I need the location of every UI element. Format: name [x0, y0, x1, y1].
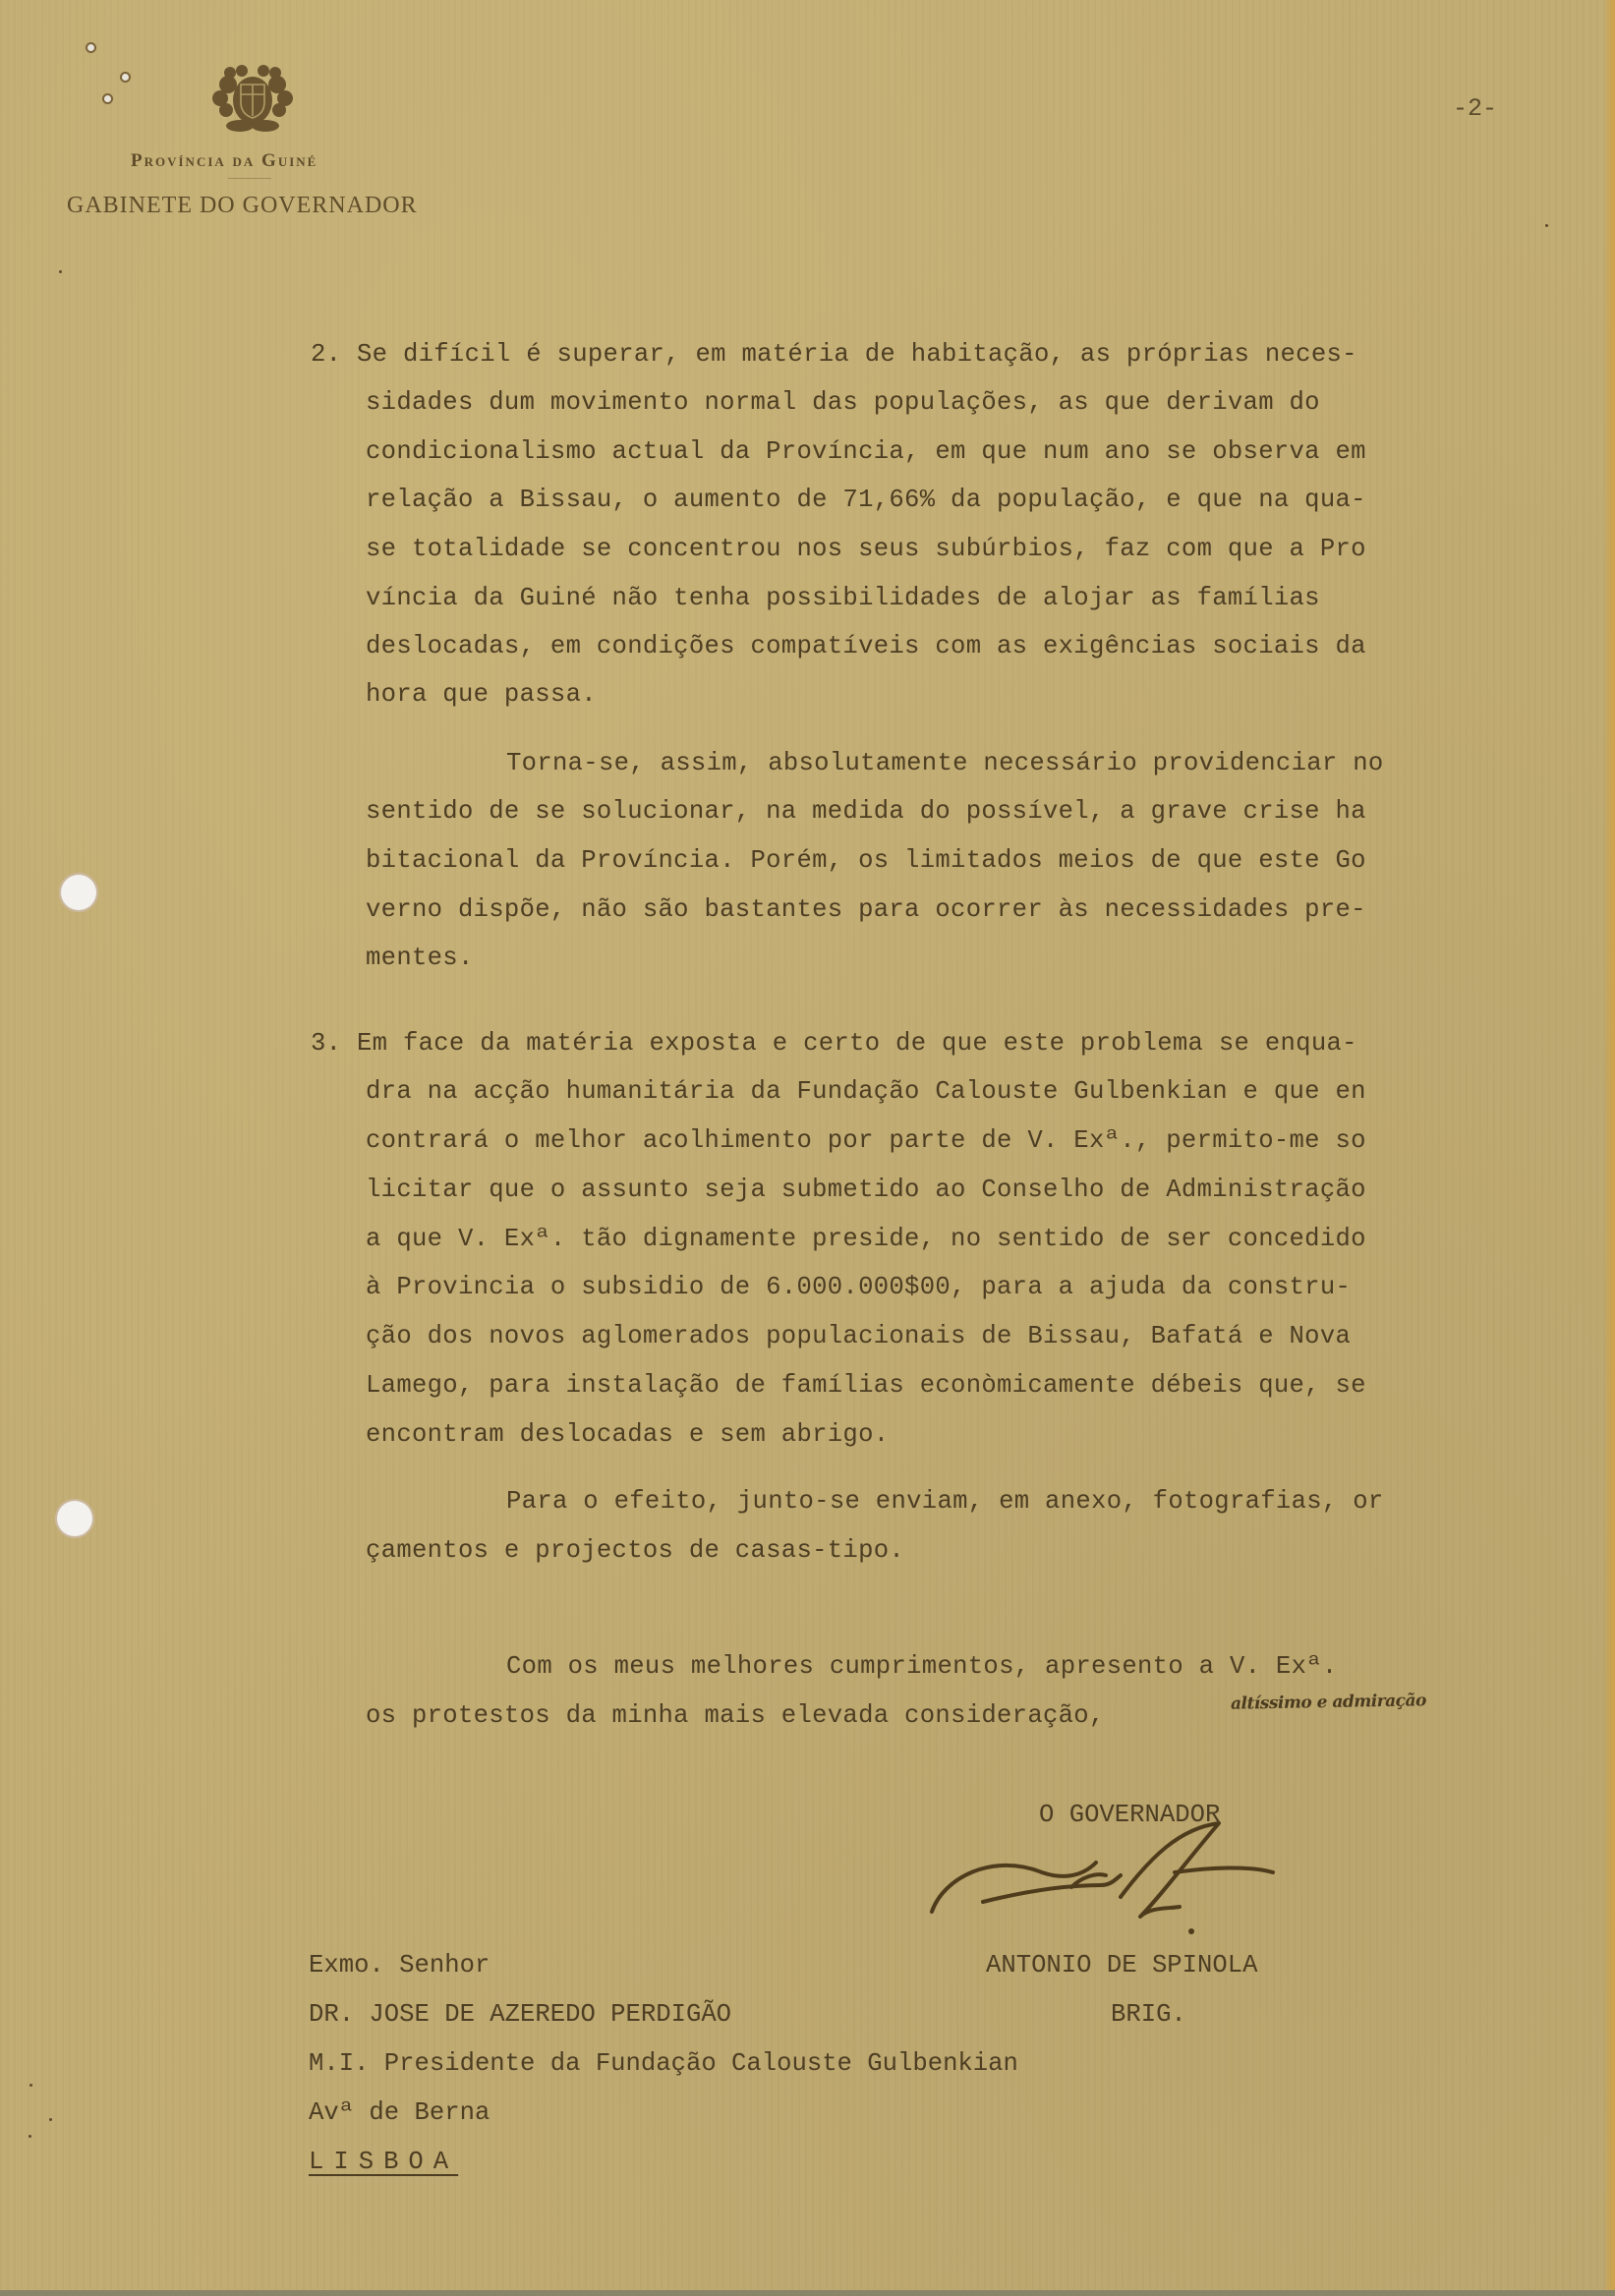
section-2-paragraph-line: sentido de se solucionar, na medida do possível, a grave crise ha — [366, 797, 1366, 826]
punch-hole — [59, 873, 98, 912]
section-2-line: se totalidade se concentrou nos seus subúrbios, faz com que a Pro — [366, 535, 1366, 563]
section-3-paragraph-line: çamentos e projectos de casas-tipo. — [366, 1536, 905, 1565]
addressee-city: LISBOA — [309, 2148, 459, 2176]
section-2-paragraph-line: bitacional da Província. Porém, os limitados meios de que este Go — [366, 846, 1366, 875]
paper-speck — [29, 2084, 32, 2087]
coat-of-arms-icon — [208, 63, 297, 134]
closing-line: Com os meus melhores cumprimentos, apresento a V. Exª. — [506, 1652, 1338, 1681]
letterhead-office: GABINETE DO GOVERNADOR — [67, 193, 418, 218]
section-3-line: ção dos novos aglomerados populacionais de Bissau, Bafatá e Nova — [366, 1322, 1352, 1350]
paper-speck — [49, 2118, 52, 2121]
section-3-line: à Provincia o subsidio de 6.000.000$00, para a ajuda da constru- — [366, 1273, 1352, 1301]
addressee-position: M.I. Presidente da Fundação Calouste Gulbenkian — [309, 2049, 1018, 2078]
paper-speck — [59, 270, 62, 273]
section-3-line: a que V. Exª. tão dignamente preside, no sentido de ser concedido — [366, 1225, 1366, 1253]
staple-hole — [87, 44, 94, 51]
handwritten-signature — [924, 1818, 1317, 1946]
section-2-line: hora que passa. — [366, 680, 597, 709]
section-2-line: víncia da Guiné não tenha possibilidades de alojar as famílias — [366, 584, 1320, 612]
section-3-line: dra na acção humanitária da Fundação Calouste Gulbenkian e que en — [366, 1077, 1366, 1106]
section-2-line: condicionalismo actual da Província, em que num ano se observa em — [366, 437, 1366, 466]
page-edge — [1605, 0, 1615, 2296]
letterhead-province: Província da Guiné — [131, 150, 318, 171]
addressee-street: Avª de Berna — [309, 2098, 490, 2127]
section-3-paragraph-line: Para o efeito, junto-se enviam, em anexo, fotografias, or — [506, 1487, 1384, 1516]
divider — [228, 178, 271, 179]
paper-speck — [29, 2135, 31, 2138]
page-number: -2- — [1453, 94, 1498, 123]
staple-hole — [104, 95, 111, 102]
section-3-line: Lamego, para instalação de famílias econòmicamente débeis que, se — [366, 1371, 1366, 1400]
page-edge-bottom — [0, 2290, 1615, 2296]
handwritten-addition: altíssimo e admiração — [1230, 1691, 1427, 1714]
section-2-line: relação a Bissau, o aumento de 71,66% da população, e que na qua- — [366, 486, 1366, 514]
signatory-rank: BRIG. — [1111, 2000, 1186, 2029]
section-2-paragraph-line: verno dispõe, não são bastantes para ocorrer às necessidades pre- — [366, 895, 1366, 924]
section-2-line: deslocadas, em condições compatíveis com as exigências sociais da — [366, 632, 1366, 660]
punch-hole — [55, 1499, 94, 1538]
addressee-name: DR. JOSE DE AZEREDO PERDIGÃO — [309, 2000, 732, 2029]
section-3-line: contrará o melhor acolhimento por parte de V. Exª., permito-me so — [366, 1126, 1366, 1155]
signatory-name: ANTONIO DE SPINOLA — [986, 1951, 1258, 1980]
section-3-line: 3. Em face da matéria exposta e certo de que este problema se enqua- — [311, 1029, 1357, 1058]
signature-title: O GOVERNADOR — [1039, 1801, 1221, 1829]
closing-line: os protestos da minha mais elevada consideração, — [366, 1701, 1105, 1730]
paper-speck — [1545, 224, 1548, 227]
section-3-line: encontram deslocadas e sem abrigo. — [366, 1420, 890, 1449]
section-2-paragraph-line: Torna-se, assim, absolutamente necessário providenciar no — [506, 749, 1384, 777]
addressee-salutation: Exmo. Senhor — [309, 1951, 490, 1980]
staple-hole — [122, 74, 129, 81]
section-2-line: sidades dum movimento normal das populações, as que derivam do — [366, 388, 1320, 417]
section-2-paragraph-line: mentes. — [366, 944, 474, 972]
section-3-line: licitar que o assunto seja submetido ao Conselho de Administração — [366, 1176, 1366, 1204]
section-2-line: 2. Se difícil é superar, em matéria de habitação, as próprias neces- — [311, 340, 1357, 369]
